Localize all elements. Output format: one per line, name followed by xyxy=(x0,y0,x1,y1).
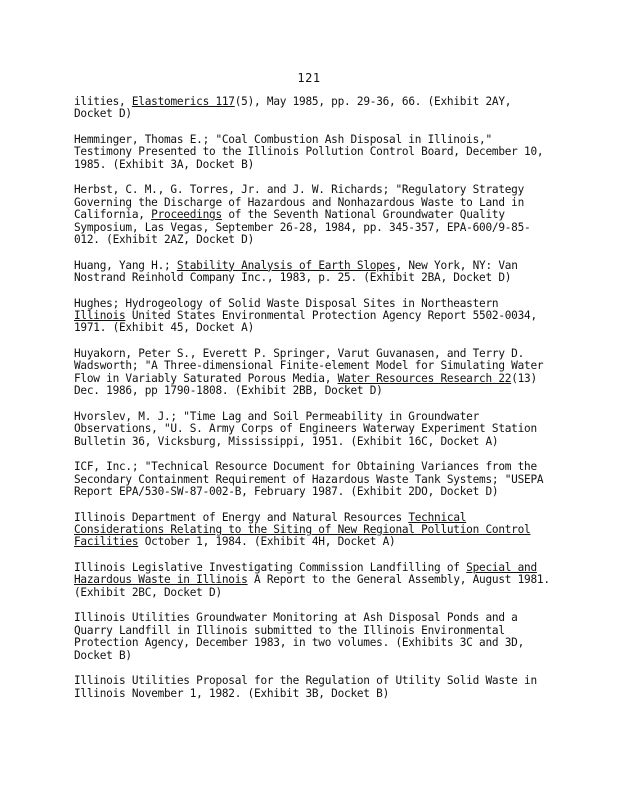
bibliography-entry xyxy=(74,298,554,335)
entry-text: Herbst, C. M., G. Torres, Jr. and J. W. Richards; "Regulatory Strategy Governing the Discharge of Hazardous and Nonhazardous Waste to Land in California, xyxy=(74,183,525,222)
entry-text: , New York, NY: Van Nostrand Reinhold Company Inc., 1983, p. 25. (Exhibit 2BA, Docket D) xyxy=(74,258,518,285)
bibliography-list xyxy=(74,96,554,713)
underlined-title: Water Resources Research 22 xyxy=(337,371,512,385)
bibliography-entry xyxy=(74,562,554,599)
bibliography-entry xyxy=(74,184,554,246)
underlined-title: Elastomerics 117 xyxy=(131,95,235,108)
bibliography-entry xyxy=(74,134,554,171)
page-number: 121 xyxy=(297,71,321,85)
bibliography-entry xyxy=(74,675,554,700)
entry-text: Illinois Utilities Proposal for the Regulation of Utility Solid Waste in Illinois November 1, 1982. (Exhibit 3B, Docket B) xyxy=(74,674,537,700)
entry-text: October 1, 1984. (Exhibit 4H, Docket A) xyxy=(138,535,396,549)
entry-text: A Report to the General Assembly, August 1981. (Exhibit 2BC, Docket D) xyxy=(74,573,550,599)
underlined-title: Illinois xyxy=(74,309,126,323)
entry-text: Illinois Legislative Investigating Commission Landfilling of xyxy=(74,561,467,575)
bibliography-entry xyxy=(74,512,554,549)
entry-text: Hughes; Hydrogeology of Solid Waste Disposal Sites in Northeastern xyxy=(74,296,499,310)
entry-text: United States Environmental Protection Agency Report 5502-0034, 1971. (Exhibit 45, Docket A) xyxy=(74,309,537,335)
entry-text: Huang, Yang H.; xyxy=(74,258,177,272)
underlined-title: Proceedings xyxy=(151,208,222,222)
entry-text: Hvorslev, M. J.; "Time Lag and Soil Permeability in Groundwater Observations, "U. S. Army Corps of Engineers Waterway Experiment Station Bulletin 36, Vicksburg, Mississippi, 1951. (Exhibit 16C, Docket A) xyxy=(74,409,537,448)
entry-text: of the Seventh National Groundwater Quality Symposium, Las Vegas, September 26-28, 1984, pp. 345-357, EPA-600/9-85-012. (Exhibit 2AZ, Docket D) xyxy=(74,208,531,247)
underlined-title: Special and Hazardous Waste in Illinois xyxy=(74,561,537,587)
bibliography-entry xyxy=(74,260,554,285)
bibliography-entry xyxy=(74,612,554,662)
entry-text: ilities, xyxy=(74,95,132,108)
entry-text: Hemminger, Thomas E.; "Coal Combustion Ash Disposal in Illinois," Testimony Presented to the Illinois Pollution Control Board, December 10, 1985. (Exhibit 3A, Docket B) xyxy=(74,133,544,171)
entry-text: (13) Dec. 1986, pp 1790-1808. (Exhibit 2BB, Docket D) xyxy=(74,371,537,398)
bibliography-entry xyxy=(74,348,554,398)
bibliography-entry xyxy=(74,461,554,498)
entry-text: ICF, Inc.; "Technical Resource Document for Obtaining Variances from the Secondary Containment Requirement of Hazardous Waste Tank Systems; "USEPA Report EPA/530-SW-87-002-B, February 1987. (Exhibit 2DO, Docket D) xyxy=(74,460,544,499)
entry-text: (5), May 1985, pp. 29-36, 66. (Exhibit 2AY, Docket D) xyxy=(74,95,512,121)
entry-text: Illinois Department of Energy and Natural Resources xyxy=(74,510,409,524)
bibliography-entry xyxy=(74,96,554,121)
entry-text: Huyakorn, Peter S., Everett P. Springer, Varut Guvanasen, and Terry D. Wadsworth; "A Three-dimensional Finite-element Model for Simulating Water Flow in Variably Saturated Porous Media, xyxy=(74,347,544,385)
underlined-title: Stability Analysis of Earth Slopes xyxy=(176,258,396,272)
underlined-title: Technical Considerations Relating to the Siting of New Regional Pollution Control Facilities xyxy=(74,510,531,549)
bibliography-entry xyxy=(74,411,554,448)
entry-text: Illinois Utilities Groundwater Monitoring at Ash Disposal Ponds and a Quarry Landfill in Illinois submitted to the Illinois Environmental Protection Agency, December 1983, in two volumes. (Exhibits 3C and 3D, Docket B) xyxy=(74,611,525,662)
